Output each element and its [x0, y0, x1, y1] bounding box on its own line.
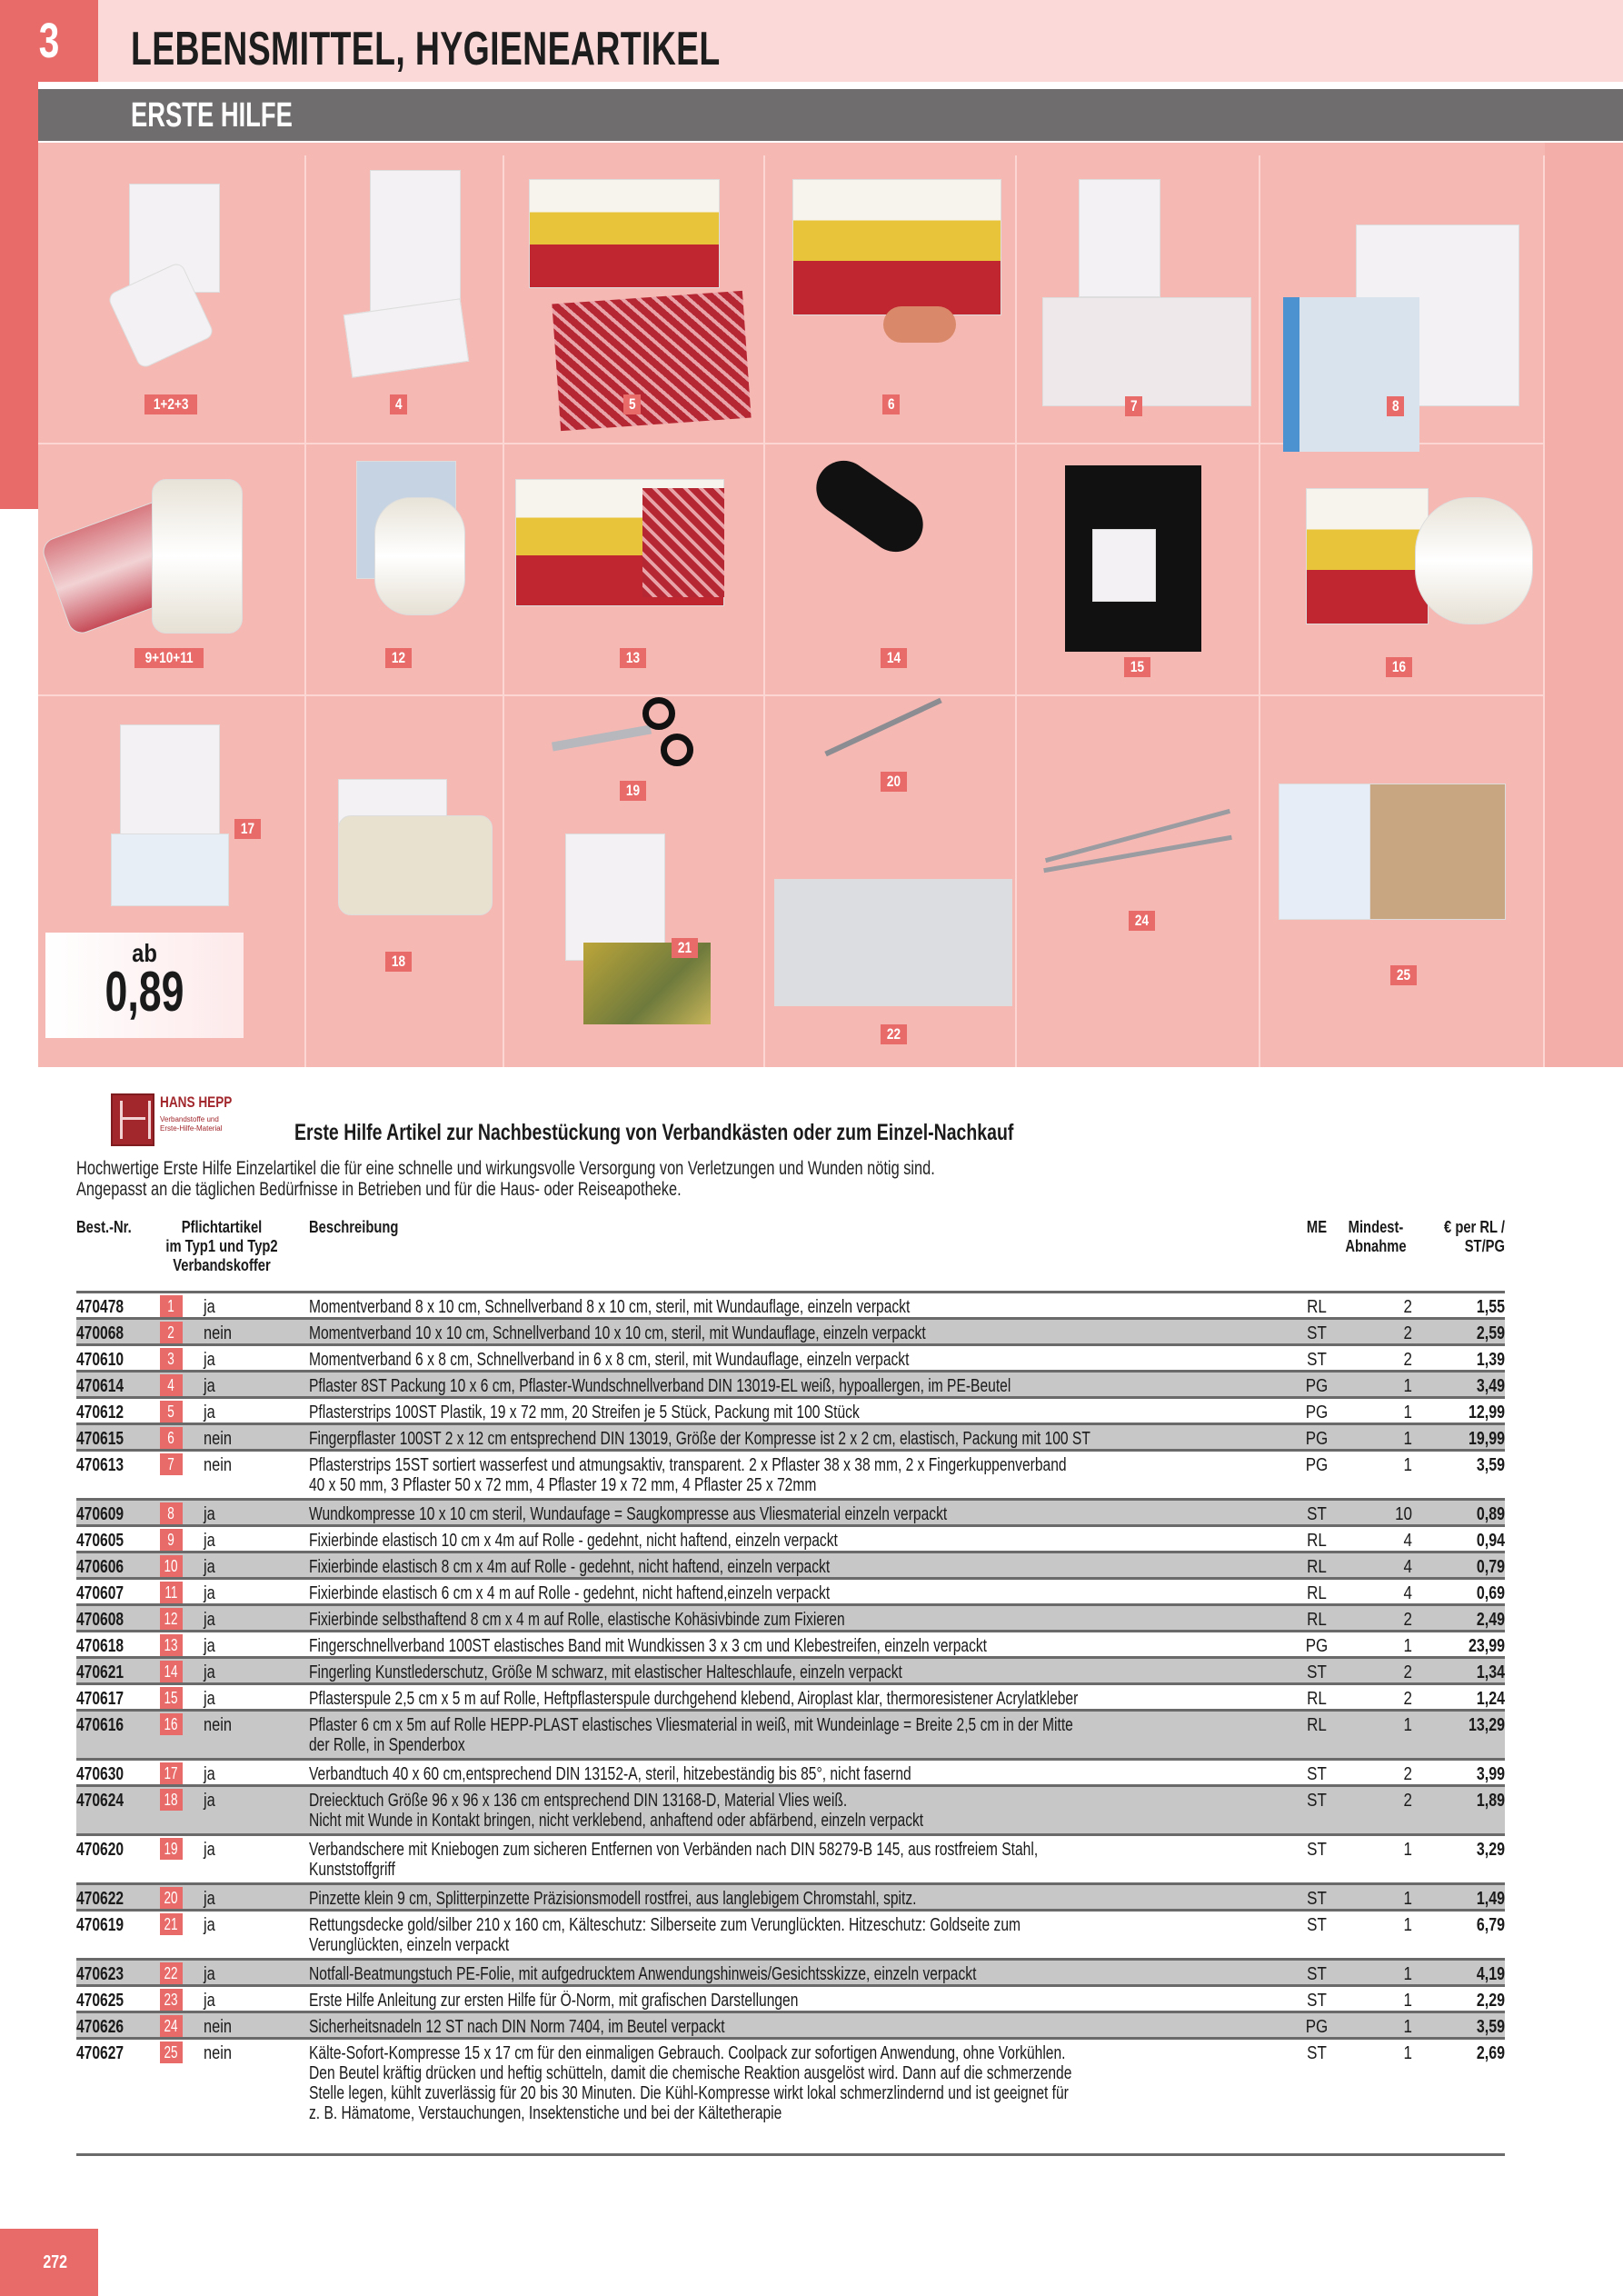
grid-divider	[763, 155, 765, 1067]
description: Pflasterstrips 15ST sortiert wasserfest und atmungsaktiv, transparent. 2 x Pflaster 38 x 38 mm, 2 x Fingerkuppenverband 40 x 50 mm, 3 Pflaster 50 x 72 mm, 4 Pflaster 19 x 72 mm, 4 Pflaster 25 x 72mm	[309, 1455, 1067, 1495]
table-row	[76, 1449, 1505, 1498]
table-row	[76, 1630, 1505, 1656]
position-badge: 11	[160, 1582, 183, 1603]
price-value: 0,89	[105, 961, 184, 1023]
position-badge: 7	[160, 1453, 183, 1475]
mandatory-flag: ja	[204, 1610, 215, 1630]
mandatory-flag: nein	[204, 2043, 233, 2063]
minimum-quantity: 1	[1403, 1715, 1412, 1735]
headline: Erste Hilfe Artikel zur Nachbestückung von Verbandkästen oder zum Einzel-Nachkauf	[294, 1120, 1014, 1145]
price: 3,99	[1476, 1764, 1505, 1784]
price: 1,34	[1476, 1662, 1505, 1682]
table-row	[76, 1784, 1505, 1833]
mandatory-flag: ja	[204, 1504, 215, 1524]
chapter-tab	[0, 0, 98, 82]
table-row	[76, 1317, 1505, 1343]
minimum-quantity: 1	[1403, 1376, 1412, 1396]
unit: ST	[1307, 1323, 1327, 1343]
minimum-quantity: 2	[1403, 1791, 1412, 1811]
order-number: 470618	[76, 1636, 124, 1656]
price: 0,69	[1476, 1583, 1505, 1603]
product-badge: 1+2+3	[144, 394, 197, 414]
mandatory-flag: nein	[204, 1715, 233, 1735]
table-row	[76, 1423, 1505, 1449]
minimum-quantity: 4	[1403, 1583, 1412, 1603]
product-badge: 12	[385, 648, 412, 668]
minimum-quantity: 1	[1403, 2043, 1412, 2063]
grid-divider	[1259, 155, 1260, 1067]
mandatory-flag: ja	[204, 1297, 215, 1317]
minimum-quantity: 4	[1403, 1557, 1412, 1577]
unit: ST	[1307, 1791, 1327, 1811]
header-pflichtartikel: Pflichtartikel im Typ1 und Typ2 Verbandskoffer	[165, 1218, 278, 1274]
price: 2,29	[1476, 1991, 1505, 2011]
order-number: 470625	[76, 1991, 124, 2011]
minimum-quantity: 1	[1403, 1429, 1412, 1449]
order-number: 470068	[76, 1323, 124, 1343]
description: Momentverband 10 x 10 cm, Schnellverband 10 x 10 cm, steril, mit Wundauflage, einzeln verpackt	[309, 1323, 926, 1343]
mandatory-flag: nein	[204, 1429, 233, 1449]
mandatory-flag: ja	[204, 1350, 215, 1370]
minimum-quantity: 1	[1403, 1403, 1412, 1423]
table-row	[76, 1984, 1505, 2011]
price: 13,29	[1468, 1715, 1505, 1735]
product-badge: 20	[881, 772, 907, 792]
unit: PG	[1305, 1403, 1329, 1423]
position-badge: 16	[160, 1713, 183, 1735]
description: Sicherheitsnadeln 12 ST nach DIN Norm 7404, im Beutel verpackt	[309, 2017, 725, 2037]
price: 3,29	[1476, 1840, 1505, 1860]
description: Erste Hilfe Anleitung zur ersten Hilfe für Ö-Norm, mit grafischen Darstellungen	[309, 1991, 799, 2011]
mandatory-flag: ja	[204, 1764, 215, 1784]
unit: ST	[1307, 1764, 1327, 1784]
minimum-quantity: 2	[1403, 1689, 1412, 1709]
minimum-quantity: 2	[1403, 1323, 1412, 1343]
description: Pinzette klein 9 cm, Splitterpinzette Präzisionsmodell rostfrei, aus langlebigem Chromstahl, spitz.	[309, 1889, 917, 1909]
position-badge: 1	[160, 1295, 183, 1317]
minimum-quantity: 1	[1403, 2017, 1412, 2037]
product-badge: 21	[672, 938, 698, 958]
product-badge: 15	[1124, 657, 1150, 677]
product-badge: 25	[1390, 965, 1417, 985]
position-badge: 9	[160, 1529, 183, 1551]
unit: PG	[1305, 1636, 1329, 1656]
unit: RL	[1307, 1297, 1327, 1317]
product-badge: 18	[385, 952, 412, 972]
position-badge: 14	[160, 1661, 183, 1682]
position-badge: 6	[160, 1427, 183, 1449]
intro-text	[76, 1158, 935, 1200]
section-bar	[38, 89, 1623, 141]
table-row	[76, 1682, 1505, 1709]
unit: ST	[1307, 1840, 1327, 1860]
order-number: 470614	[76, 1376, 124, 1396]
position-badge: 5	[160, 1401, 183, 1423]
header-beschreibung: Beschreibung	[309, 1218, 399, 1236]
chapter-number: 3	[38, 14, 60, 68]
price: 3,49	[1476, 1376, 1505, 1396]
price: 2,49	[1476, 1610, 1505, 1630]
mandatory-flag: ja	[204, 1662, 215, 1682]
table-row	[76, 1343, 1505, 1370]
price: 0,89	[1476, 1504, 1505, 1524]
mandatory-flag: ja	[204, 1636, 215, 1656]
description: Dreiecktuch Größe 96 x 96 x 136 cm entsprechend DIN 13168-D, Material Vlies weiß. Nicht mit Wunde in Kontakt bringen, nicht verklebend, anhaftend oder abfärbend, einzeln verpackt	[309, 1791, 924, 1831]
product-image-grid	[38, 143, 1623, 1067]
table-row	[76, 1833, 1505, 1882]
order-number: 470612	[76, 1403, 124, 1423]
order-number: 470622	[76, 1889, 124, 1909]
unit: RL	[1307, 1583, 1327, 1603]
description: Fingerling Kunstlederschutz, Größe M schwarz, mit elastischer Halteschlaufe, einzeln verpackt	[309, 1662, 902, 1682]
order-number: 470617	[76, 1689, 124, 1709]
product-badge: 19	[620, 781, 646, 801]
description: Kälte-Sofort-Kompresse 15 x 17 cm für den einmaligen Gebrauch. Coolpack zur sofortigen Anwendung, ohne Vorkühlen. Den Beutel kräftig drücken und heftig schütteln, damit die chemische Reaktion ausgelöst wird. Dann auf die schmerzende Stelle legen, kühlt zuverlässig für 20 bis 30 Minuten. Die Kühl-Kompresse wirkt lokal schmerzlindernd und ist geeignet für z. B. Hämatome, Verstauchungen, Insektenstiche und bei der Kältetherapie	[309, 2043, 1072, 2123]
price: 2,59	[1476, 1323, 1505, 1343]
minimum-quantity: 1	[1403, 1991, 1412, 2011]
description: Momentverband 8 x 10 cm, Schnellverband 8 x 10 cm, steril, mit Wundauflage, einzeln verpackt	[309, 1297, 911, 1317]
table-row	[76, 1882, 1505, 1909]
position-badge: 18	[160, 1789, 183, 1811]
mandatory-flag: ja	[204, 1689, 215, 1709]
unit: PG	[1305, 1455, 1329, 1475]
table-row	[76, 1524, 1505, 1551]
page-title: LEBENSMITTEL, HYGIENEARTIKEL	[131, 23, 721, 75]
position-badge: 22	[160, 1962, 183, 1984]
table-row	[76, 1291, 1505, 1317]
order-number: 470605	[76, 1531, 124, 1551]
minimum-quantity: 1	[1403, 1636, 1412, 1656]
position-badge: 19	[160, 1838, 183, 1860]
mandatory-flag: ja	[204, 1791, 215, 1811]
price: 1,39	[1476, 1350, 1505, 1370]
minimum-quantity: 2	[1403, 1610, 1412, 1630]
product-badge: 8	[1387, 396, 1404, 416]
order-number: 470623	[76, 1964, 124, 1984]
table-row	[76, 2037, 1505, 2153]
description: Fixierbinde selbsthaftend 8 cm x 4 m auf Rolle, elastische Kohäsivbinde zum Fixieren	[309, 1610, 845, 1630]
minimum-quantity: 1	[1403, 1964, 1412, 1984]
product-badge: 5	[623, 394, 641, 414]
minimum-quantity: 1	[1403, 1889, 1412, 1909]
header-mindestabnahme: Mindest- Abnahme	[1345, 1218, 1407, 1255]
position-badge: 17	[160, 1762, 183, 1784]
table-row	[76, 1958, 1505, 1984]
page-number: 272	[43, 2251, 68, 2272]
mandatory-flag: nein	[204, 2017, 233, 2037]
minimum-quantity: 2	[1403, 1662, 1412, 1682]
position-badge: 12	[160, 1608, 183, 1630]
order-number: 470609	[76, 1504, 124, 1524]
position-badge: 25	[160, 2041, 183, 2063]
price: 4,19	[1476, 1964, 1505, 1984]
order-number: 470478	[76, 1297, 124, 1317]
position-badge: 21	[160, 1913, 183, 1935]
price: 0,79	[1476, 1557, 1505, 1577]
page-number-tab	[0, 2229, 98, 2296]
unit: RL	[1307, 1715, 1327, 1735]
grid-right-margin	[1545, 143, 1623, 1067]
minimum-quantity: 4	[1403, 1531, 1412, 1551]
header-price: € per RL / ST/PG	[1444, 1218, 1505, 1255]
price: 2,69	[1476, 2043, 1505, 2063]
product-table	[76, 1218, 1505, 2156]
position-badge: 24	[160, 2015, 183, 2037]
price: 3,59	[1476, 2017, 1505, 2037]
table-row	[76, 1498, 1505, 1524]
table-row	[76, 1551, 1505, 1577]
unit: RL	[1307, 1610, 1327, 1630]
grid-divider	[1543, 155, 1545, 1067]
product-badge: 4	[390, 394, 407, 414]
product-badge: 6	[882, 394, 900, 414]
price: 1,55	[1476, 1297, 1505, 1317]
product-badge: 9+10+11	[134, 648, 204, 668]
order-number: 470626	[76, 2017, 124, 2037]
table-row	[76, 1758, 1505, 1784]
mandatory-flag: ja	[204, 1557, 215, 1577]
mandatory-flag: ja	[204, 1964, 215, 1984]
table-row	[76, 1370, 1505, 1396]
position-badge: 20	[160, 1887, 183, 1909]
table-header	[76, 1218, 1505, 1291]
table-row	[76, 1909, 1505, 1958]
mandatory-flag: ja	[204, 1583, 215, 1603]
table-row	[76, 1656, 1505, 1682]
price: 23,99	[1468, 1636, 1505, 1656]
position-badge: 10	[160, 1555, 183, 1577]
minimum-quantity: 2	[1403, 1350, 1412, 1370]
header-me: ME	[1306, 1218, 1328, 1236]
grid-divider	[38, 694, 1545, 696]
price: 0,94	[1476, 1531, 1505, 1551]
position-badge: 23	[160, 1989, 183, 2011]
description: Wundkompresse 10 x 10 cm steril, Wundaufage = Saugkompresse aus Vliesmaterial einzeln verpackt	[309, 1504, 948, 1524]
product-badge: 7	[1125, 396, 1142, 416]
position-badge: 3	[160, 1348, 183, 1370]
unit: ST	[1307, 1662, 1327, 1682]
product-badge: 17	[234, 819, 261, 839]
description: Verbandtuch 40 x 60 cm,entsprechend DIN 13152-A, steril, hitzebeständig bis 85°, nicht fasernd	[309, 1764, 911, 1784]
mandatory-flag: ja	[204, 1915, 215, 1935]
mandatory-flag: ja	[204, 1376, 215, 1396]
order-number: 470613	[76, 1455, 124, 1475]
section-title: ERSTE HILFE	[131, 96, 293, 135]
table-row	[76, 1603, 1505, 1630]
minimum-quantity: 2	[1403, 1297, 1412, 1317]
description: Momentverband 6 x 8 cm, Schnellverband in 6 x 8 cm, steril, mit Wundauflage, einzeln verpackt	[309, 1350, 910, 1370]
description: Fixierbinde elastisch 10 cm x 4m auf Rolle - gedehnt, nicht haftend, einzeln verpackt	[309, 1531, 838, 1551]
grid-divider	[503, 155, 504, 1067]
mandatory-flag: ja	[204, 1531, 215, 1551]
order-number: 470608	[76, 1610, 124, 1630]
mandatory-flag: ja	[204, 1889, 215, 1909]
order-number: 470615	[76, 1429, 124, 1449]
position-badge: 15	[160, 1687, 183, 1709]
position-badge: 4	[160, 1374, 183, 1396]
description: Fixierbinde elastisch 8 cm x 4m auf Rolle - gedehnt, nicht haftend, einzeln verpackt	[309, 1557, 831, 1577]
product-badge: 16	[1386, 657, 1412, 677]
description: Verbandschere mit Kniebogen zum sicheren Entfernen von Verbänden nach DIN 58279-B 145, aus rostfreiem Stahl, Kunststoffgriff	[309, 1840, 1039, 1880]
product-badge: 24	[1129, 911, 1155, 931]
intro-line: Angepasst an die täglichen Bedürfnisse in Betrieben und für die Haus- oder Reiseapotheke.	[76, 1179, 682, 1200]
mandatory-flag: nein	[204, 1455, 233, 1475]
header-best-nr: Best.-Nr.	[76, 1218, 132, 1236]
intro-line: Hochwertige Erste Hilfe Einzelartikel die für eine schnelle und wirkungsvolle Versorgung von Verletzungen und Wunden nötig sind.	[76, 1158, 935, 1179]
unit: PG	[1305, 1376, 1329, 1396]
grid-divider	[1015, 155, 1017, 1067]
price-tag	[45, 933, 244, 1038]
mandatory-flag: ja	[204, 1991, 215, 2011]
unit: PG	[1305, 1429, 1329, 1449]
unit: ST	[1307, 1915, 1327, 1935]
brand-logo-icon	[111, 1093, 154, 1146]
minimum-quantity: 10	[1395, 1504, 1412, 1524]
order-number: 470624	[76, 1791, 124, 1811]
price: 1,49	[1476, 1889, 1505, 1909]
product-badge: 22	[881, 1024, 907, 1044]
mandatory-flag: nein	[204, 1323, 233, 1343]
price: 1,89	[1476, 1791, 1505, 1811]
minimum-quantity: 1	[1403, 1840, 1412, 1860]
minimum-quantity: 1	[1403, 1455, 1412, 1475]
price: 19,99	[1468, 1429, 1505, 1449]
unit: RL	[1307, 1557, 1327, 1577]
unit: ST	[1307, 1350, 1327, 1370]
product-badge: 13	[620, 648, 646, 668]
description: Fingerschnellverband 100ST elastisches Band mit Wundkissen 3 x 3 cm und Klebestreifen, einzeln verpackt	[309, 1636, 988, 1656]
order-number: 470630	[76, 1764, 124, 1784]
price-prefix: ab	[132, 939, 157, 967]
description: Fingerpflaster 100ST 2 x 12 cm entsprechend DIN 13019, Größe der Kompresse ist 2 x 2 cm, elastisch, Packung mit 100 ST	[309, 1429, 1090, 1449]
position-badge: 13	[160, 1634, 183, 1656]
description: Pflasterstrips 100ST Plastik, 19 x 72 mm, 20 Streifen je 5 Stück, Packung mit 100 Stück	[309, 1403, 860, 1423]
description: Notfall-Beatmungstuch PE-Folie, mit aufgedrucktem Anwendungshinweis/Gesichtsskizze, einzeln verpackt	[309, 1964, 977, 1984]
brand-subtitle: Verbandstoffe und Erste-Hilfe-Material	[160, 1115, 223, 1133]
order-number: 470606	[76, 1557, 124, 1577]
order-number: 470621	[76, 1662, 124, 1682]
table-row	[76, 1577, 1505, 1603]
order-number: 470610	[76, 1350, 124, 1370]
table-row	[76, 2011, 1505, 2037]
unit: ST	[1307, 1991, 1327, 2011]
description: Fixierbinde elastisch 6 cm x 4 m auf Rolle - gedehnt, nicht haftend,einzeln verpackt	[309, 1583, 831, 1603]
position-badge: 8	[160, 1502, 183, 1524]
table-row	[76, 1396, 1505, 1423]
product-badge: 14	[881, 648, 907, 668]
price: 3,59	[1476, 1455, 1505, 1475]
unit: ST	[1307, 2043, 1327, 2063]
order-number: 470607	[76, 1583, 124, 1603]
order-number: 470620	[76, 1840, 124, 1860]
minimum-quantity: 1	[1403, 1915, 1412, 1935]
table-row	[76, 1709, 1505, 1758]
description: Pflasterspule 2,5 cm x 5 m auf Rolle, Heftpflasterspule durchgehend klebend, Airoplast klar, thermoresistener Acrylatkleber	[309, 1689, 1079, 1709]
grid-divider	[304, 155, 306, 1067]
brand-name: HANS HEPP	[160, 1093, 233, 1111]
order-number: 470619	[76, 1915, 124, 1935]
unit: ST	[1307, 1964, 1327, 1984]
order-number: 470627	[76, 2043, 124, 2063]
description: Rettungsdecke gold/silber 210 x 160 cm, Kälteschutz: Silberseite zum Verunglückten. Hitzeschutz: Goldseite zum Verunglückten, einzeln verpackt	[309, 1915, 1021, 1955]
table-body	[76, 1291, 1505, 2153]
mandatory-flag: ja	[204, 1840, 215, 1860]
unit: PG	[1305, 2017, 1329, 2037]
mandatory-flag: ja	[204, 1403, 215, 1423]
description: Pflaster 6 cm x 5m auf Rolle HEPP-PLAST elastisches Vliesmaterial in weiß, mit Wundeinlage = Breite 2,5 cm in der Mitte der Rolle, in Spenderbox	[309, 1715, 1073, 1755]
description: Pflaster 8ST Packung 10 x 6 cm, Pflaster-Wundschnellverband DIN 13019-EL weiß, hypoallergen, im PE-Beutel	[309, 1376, 1011, 1396]
price: 12,99	[1468, 1403, 1505, 1423]
unit: RL	[1307, 1531, 1327, 1551]
side-strip	[0, 82, 38, 509]
unit: ST	[1307, 1504, 1327, 1524]
price: 1,24	[1476, 1689, 1505, 1709]
unit: RL	[1307, 1689, 1327, 1709]
price: 6,79	[1476, 1915, 1505, 1935]
unit: ST	[1307, 1889, 1327, 1909]
minimum-quantity: 2	[1403, 1764, 1412, 1784]
position-badge: 2	[160, 1322, 183, 1343]
order-number: 470616	[76, 1715, 124, 1735]
table-bottom-rule	[76, 2153, 1505, 2156]
